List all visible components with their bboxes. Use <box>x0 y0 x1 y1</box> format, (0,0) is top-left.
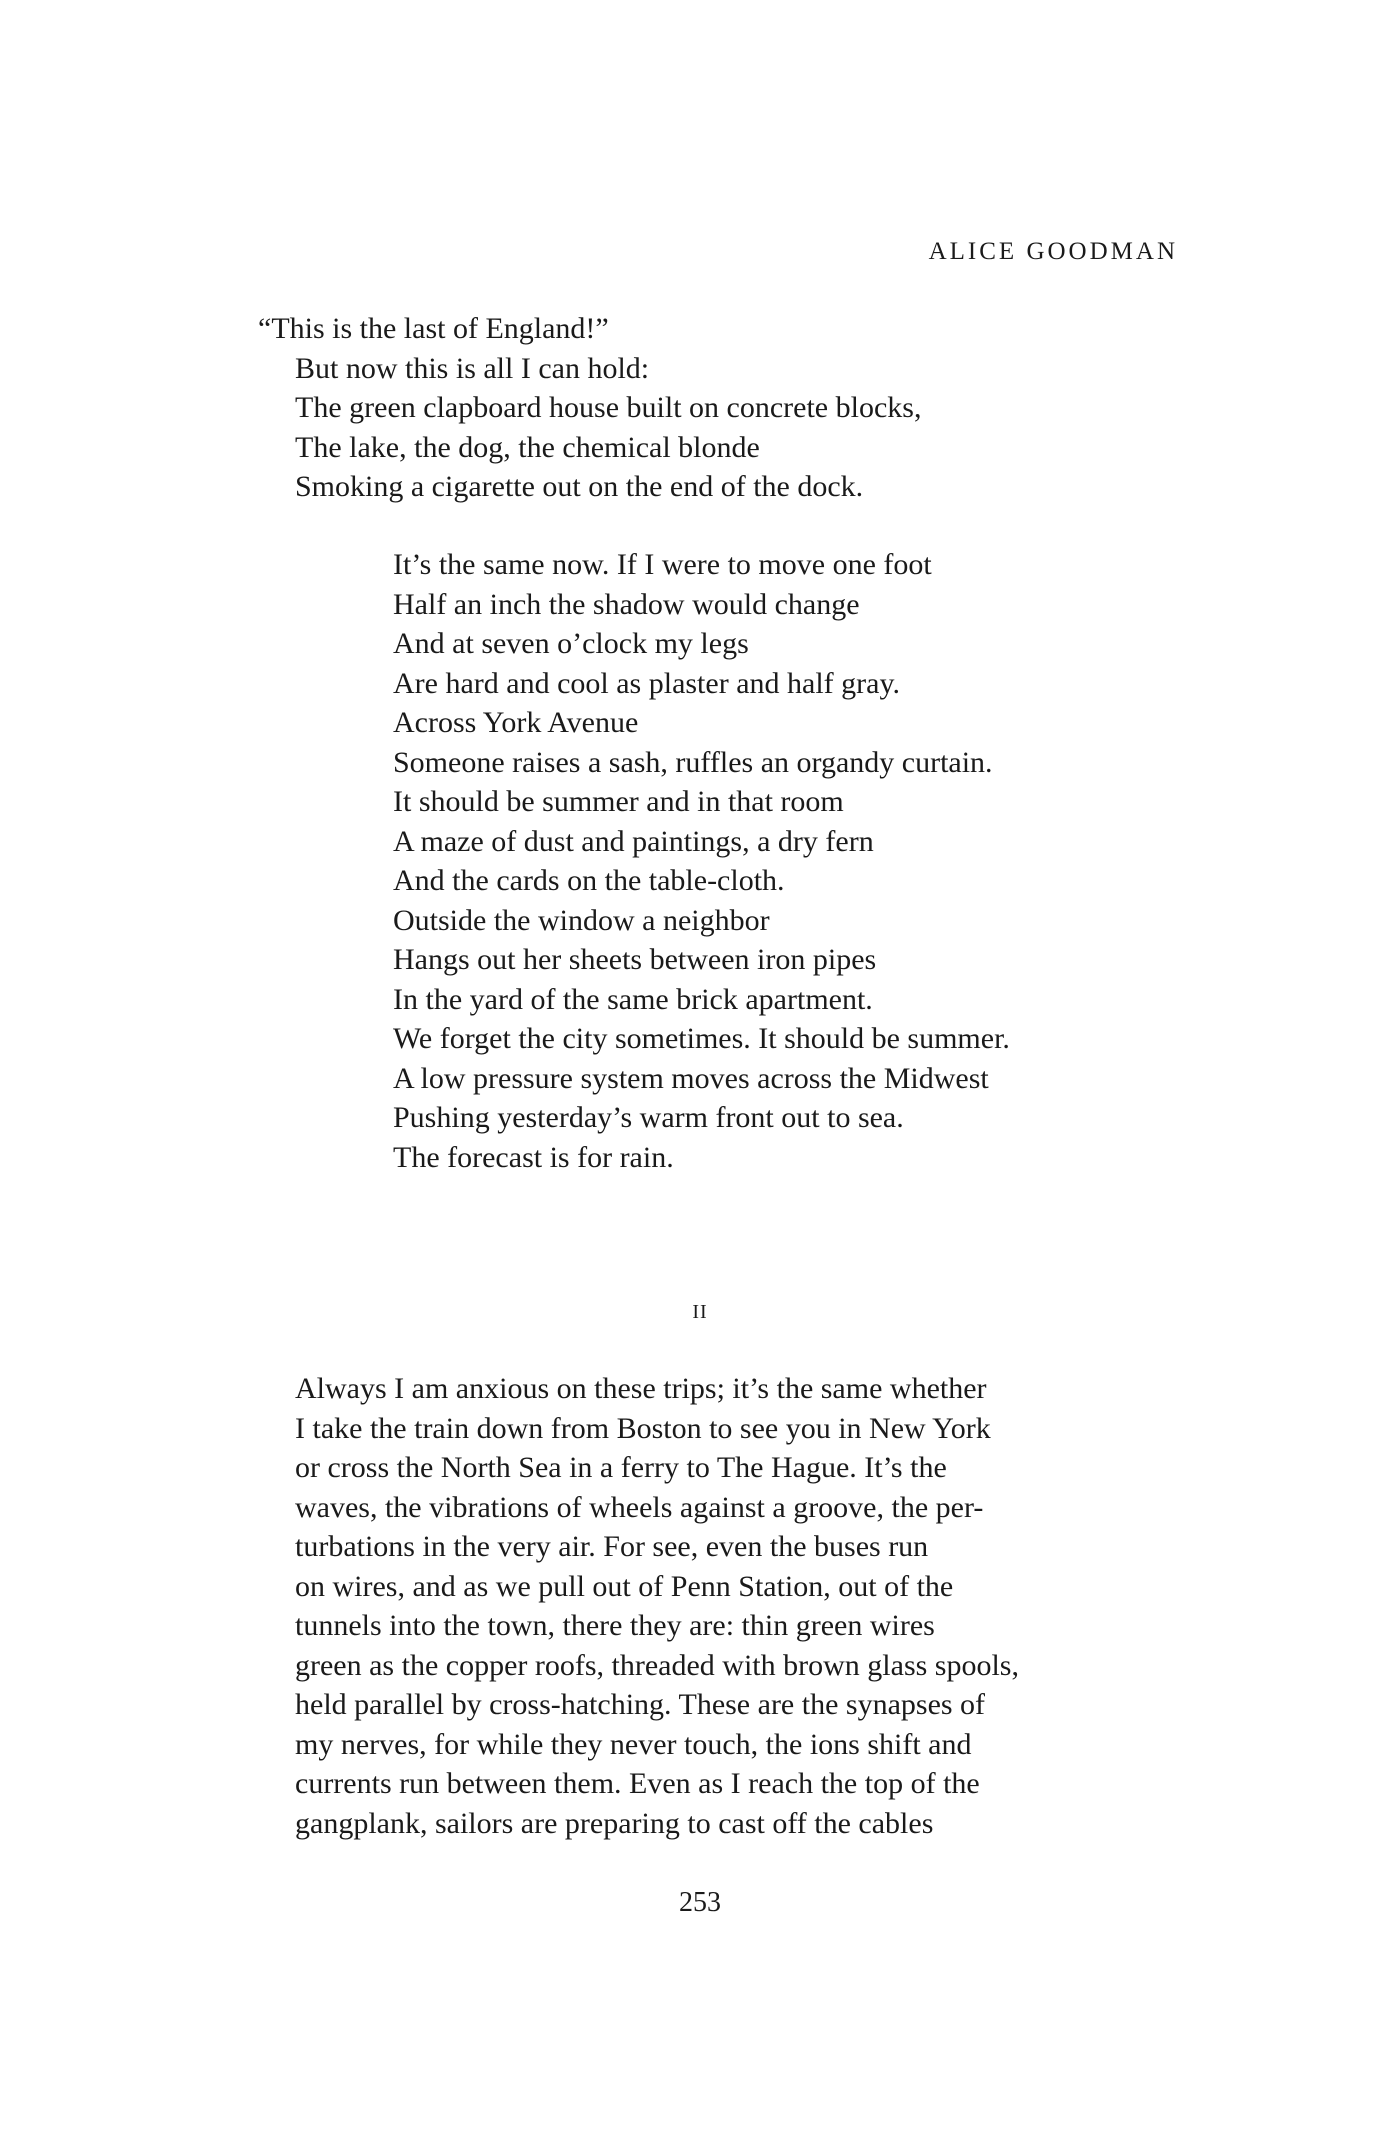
section-number: II <box>692 1301 708 1323</box>
prose-line: or cross the North Sea in a ferry to The Hague. It’s the <box>295 1451 947 1484</box>
verse-line: And the cards on the table-cloth. <box>393 864 785 897</box>
verse-line: But now this is all I can hold: <box>295 351 650 385</box>
stanza-2 <box>393 545 1010 1177</box>
verse-line: Pushing yesterday’s warm front out to sea. <box>393 1101 904 1134</box>
prose-line: my nerves, for while they never touch, the ions shift and <box>295 1727 972 1761</box>
verse-line: The green clapboard house built on concrete blocks, <box>295 391 922 424</box>
prose-line: gangplank, sailors are preparing to cast off the cables <box>295 1806 934 1840</box>
verse-line: The forecast is for rain. <box>393 1140 674 1174</box>
prose-line: Always I am anxious on these trips; it’s the same whether <box>295 1372 987 1405</box>
prose-line: currents run between them. Even as I reach the top of the <box>295 1767 980 1800</box>
verse-line: A maze of dust and paintings, a dry fern <box>393 824 874 858</box>
prose-line: on wires, and as we pull out of Penn Station, out of the <box>295 1569 954 1603</box>
verse-line: Someone raises a sash, ruffles an organdy curtain. <box>393 745 993 779</box>
verse-line: Are hard and cool as plaster and half gray. <box>393 666 901 700</box>
verse-line: Outside the window a neighbor <box>393 903 770 937</box>
prose-line: tunnels into the town, there they are: thin green wires <box>295 1609 935 1642</box>
prose-line: turbations in the very air. For see, even the buses run <box>295 1530 929 1563</box>
verse-line: Across York Avenue <box>393 706 639 739</box>
prose-paragraph <box>295 1369 1019 1843</box>
prose-line: waves, the vibrations of wheels against a groove, the per- <box>295 1490 984 1524</box>
verse-line: “This is the last of England!” <box>258 312 609 345</box>
verse-line: It’s the same now. If I were to move one foot <box>393 548 932 581</box>
verse-line: The lake, the dog, the chemical blonde <box>295 430 760 464</box>
prose-line: green as the copper roofs, threaded with brown glass spools, <box>295 1648 1019 1682</box>
verse-line: Smoking a cigarette out on the end of the dock. <box>295 470 864 503</box>
running-head: ALICE GOODMAN <box>928 238 1178 265</box>
stanza-1 <box>258 309 922 507</box>
verse-line: And at seven o’clock my legs <box>393 627 749 660</box>
verse-line: We forget the city sometimes. It should be summer. <box>393 1022 1010 1055</box>
verse-line: A low pressure system moves across the Midwest <box>393 1061 989 1095</box>
page-number: 253 <box>679 1887 721 1918</box>
prose-line: held parallel by cross-hatching. These are the synapses of <box>295 1688 986 1721</box>
prose-line: I take the train down from Boston to see you in New York <box>295 1411 991 1445</box>
verse-line: Hangs out her sheets between iron pipes <box>393 943 877 976</box>
verse-line: It should be summer and in that room <box>393 785 844 818</box>
verse-line: In the yard of the same brick apartment. <box>393 982 873 1016</box>
verse-line: Half an inch the shadow would change <box>393 587 860 621</box>
